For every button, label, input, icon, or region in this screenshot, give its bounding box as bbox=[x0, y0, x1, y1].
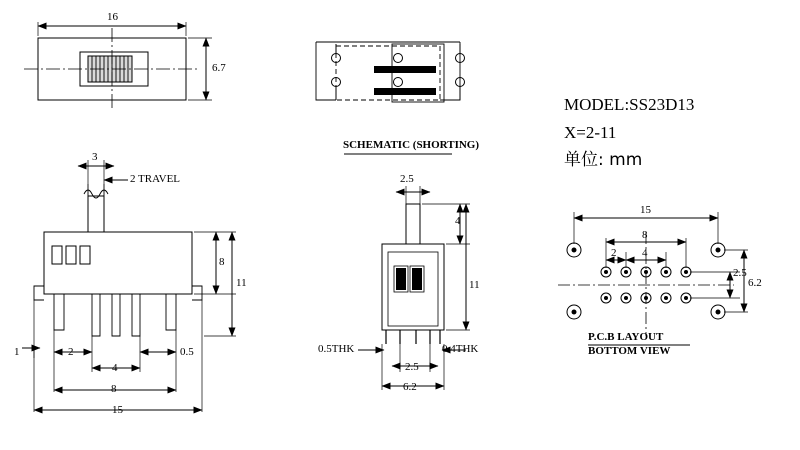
top-view-drawing bbox=[24, 22, 212, 110]
front-view-body-height-dim: 8 bbox=[219, 256, 225, 268]
side-view-drawing bbox=[358, 186, 470, 390]
pcb-overall-height-dim: 6.2 bbox=[748, 277, 762, 289]
pcb-caption-line1: P.C.B LAYOUT bbox=[588, 331, 664, 343]
pcb-pitch-b-dim: 4 bbox=[642, 247, 648, 259]
front-view-pin-left-dim: 1 bbox=[14, 346, 20, 358]
front-view-inner-width-dim: 8 bbox=[111, 383, 117, 395]
pcb-outer-width-dim: 15 bbox=[640, 204, 651, 216]
front-view-pin-right-dim: 0.5 bbox=[180, 346, 194, 358]
side-view-thk-left-label: 0.5THK bbox=[318, 343, 355, 355]
model-label: MODEL:SS23D13 bbox=[564, 95, 695, 114]
front-view-pin-pitch-mid-dim: 4 bbox=[112, 362, 118, 374]
front-view-travel-note: 2 TRAVEL bbox=[130, 173, 181, 185]
side-view-total-height-dim: 11 bbox=[469, 279, 480, 291]
pcb-pitch-a-dim: 2 bbox=[611, 247, 617, 259]
unit-label: 单位: mm bbox=[564, 150, 643, 170]
pcb-row-pitch-dim: 2.5 bbox=[733, 267, 747, 279]
side-view-thk-right-label: 0.4THK bbox=[442, 343, 479, 355]
x-range-label: X=2-11 bbox=[564, 123, 617, 142]
side-view-overall-width-dim: 6.2 bbox=[403, 381, 417, 393]
front-view-pin-pitch-small-dim: 2 bbox=[68, 346, 74, 358]
side-view-base-width-dim: 2.5 bbox=[405, 361, 419, 373]
side-view-actuator-width-dim: 2.5 bbox=[400, 173, 414, 185]
front-view-drawing bbox=[22, 160, 236, 412]
front-view-total-height-dim: 11 bbox=[236, 277, 247, 289]
schematic-caption: SCHEMATIC (SHORTING) bbox=[343, 139, 480, 151]
front-view-travel-gap-dim: 3 bbox=[92, 151, 98, 163]
pcb-layout-drawing bbox=[558, 212, 748, 345]
front-view-outer-width-dim: 15 bbox=[112, 404, 123, 416]
top-view-width-dim: 16 bbox=[107, 11, 118, 23]
schematic-drawing bbox=[316, 42, 465, 154]
pcb-caption-line2: BOTTOM VIEW bbox=[588, 345, 671, 357]
side-view-actuator-height-dim: 4 bbox=[455, 215, 461, 227]
top-view-height-dim: 6.7 bbox=[212, 62, 226, 74]
pcb-inner-width-dim: 8 bbox=[642, 229, 648, 241]
